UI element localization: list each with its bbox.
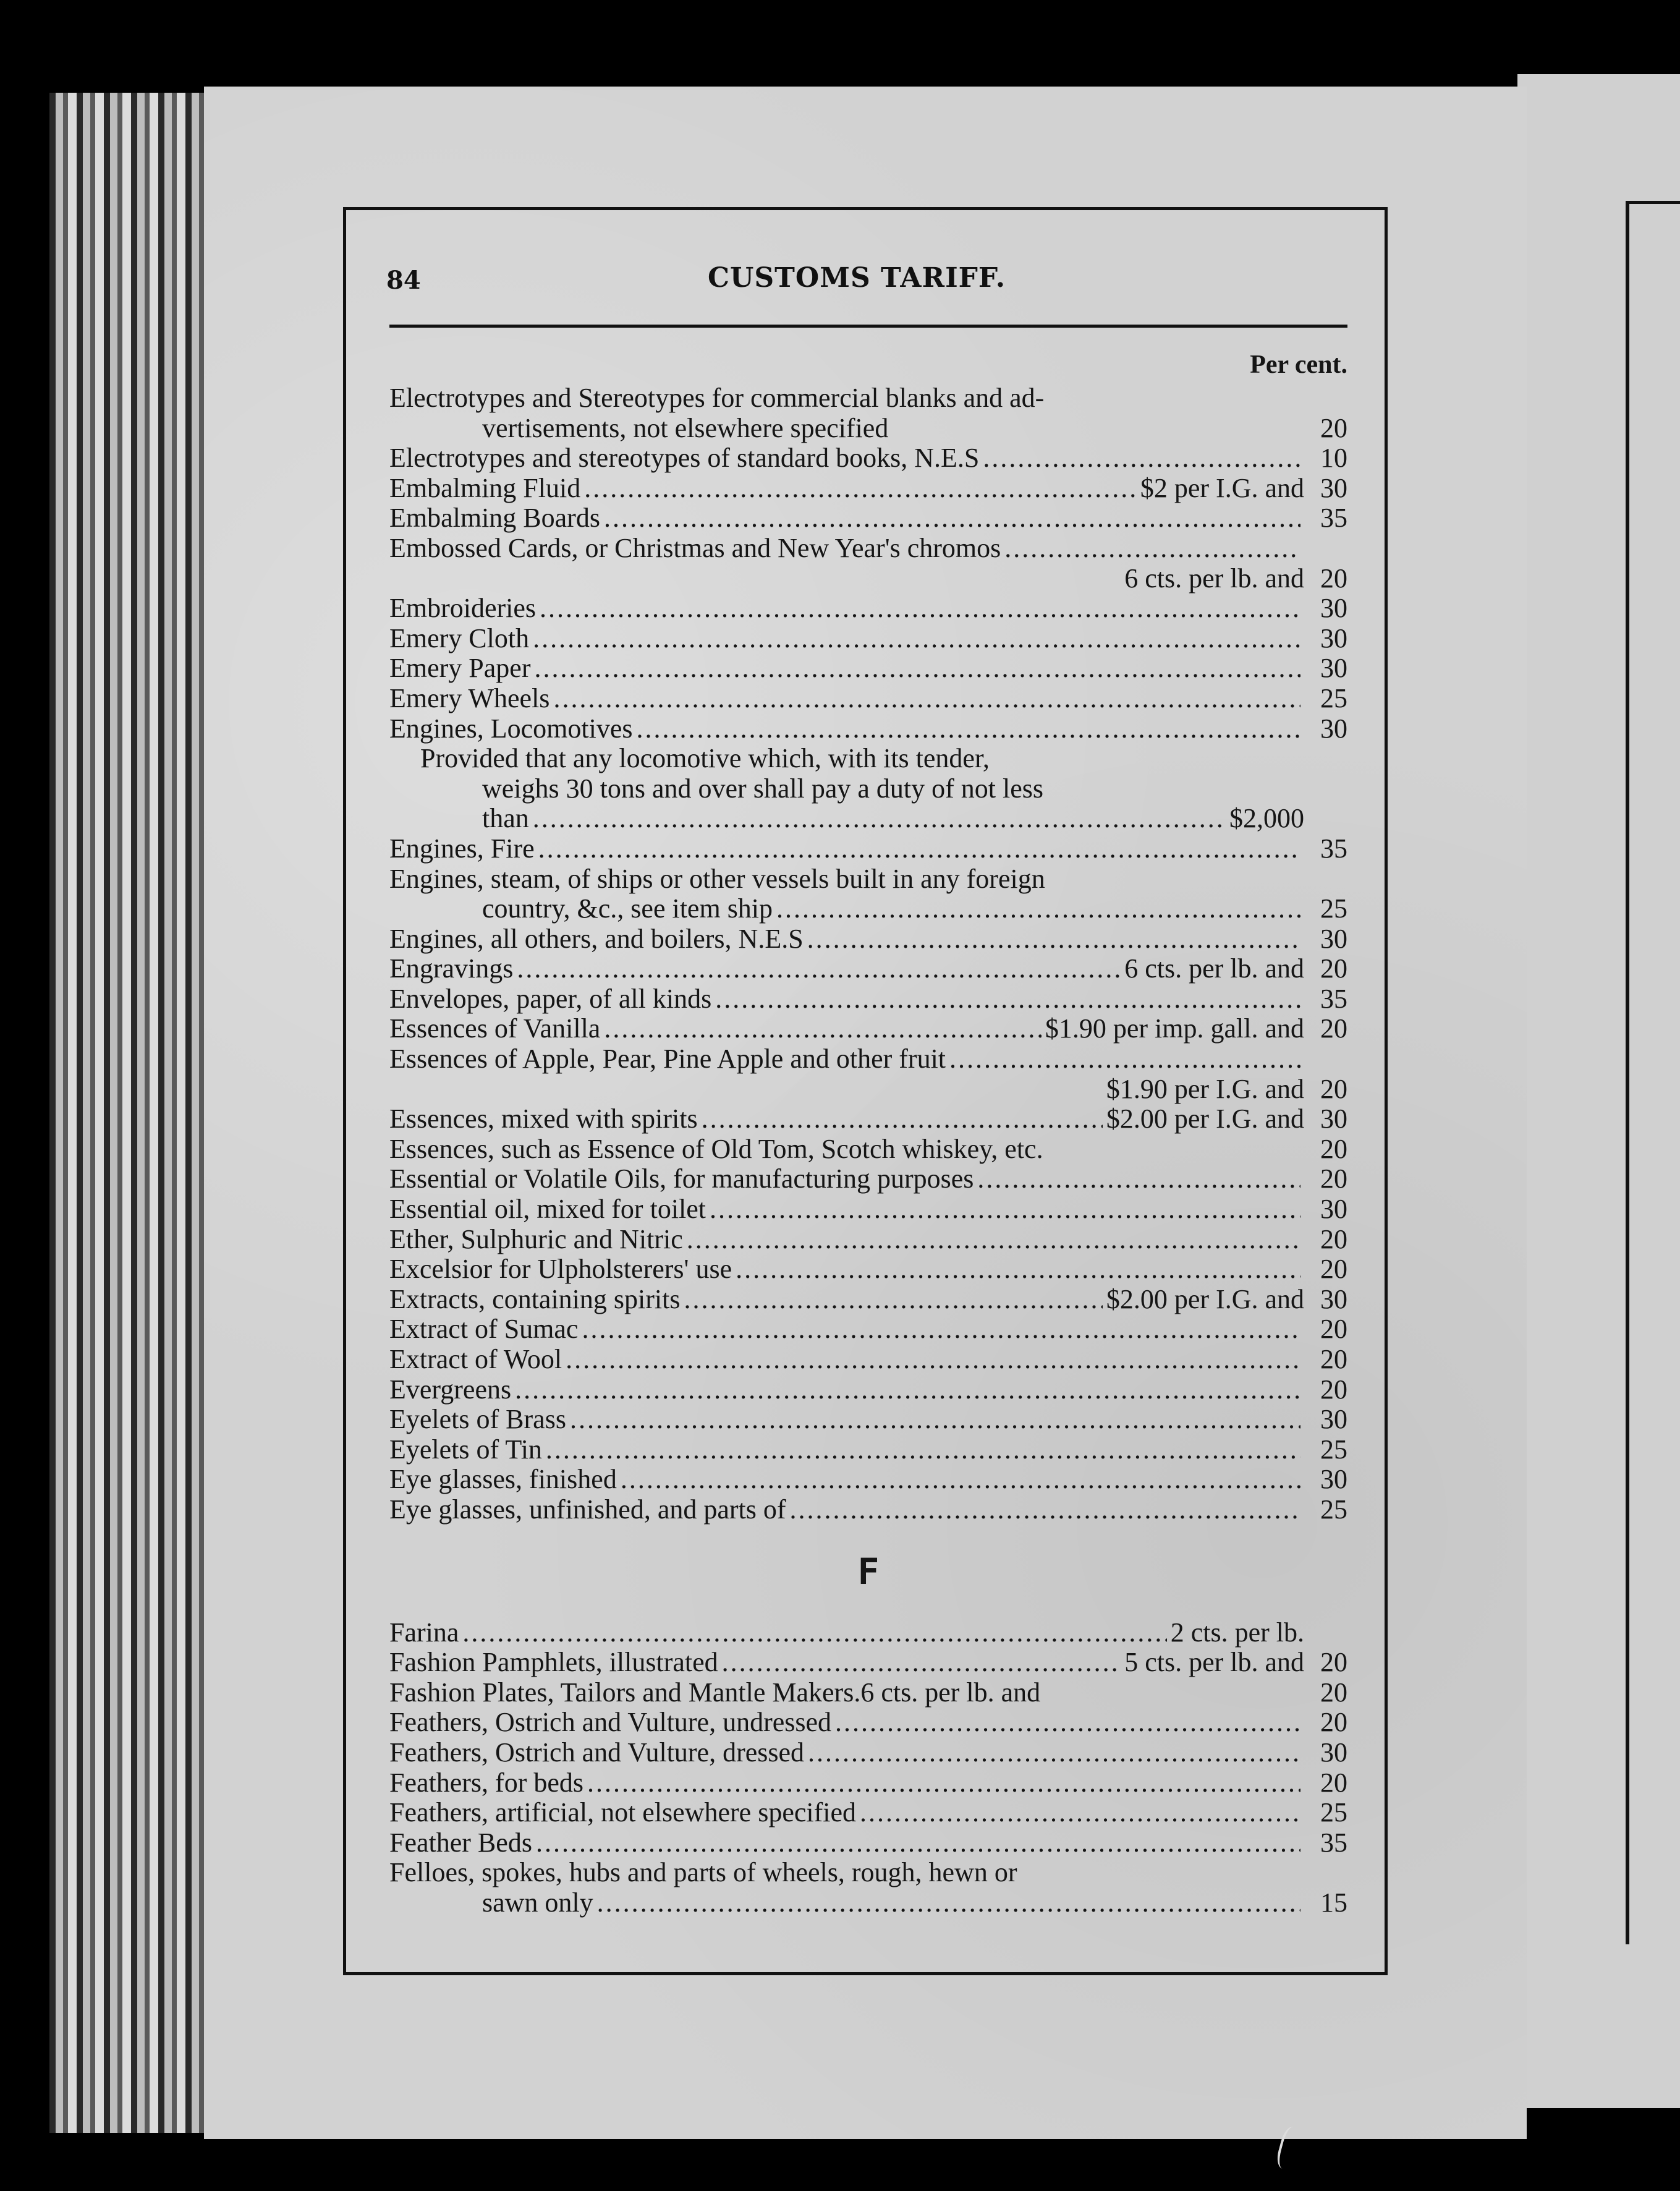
dot-leader [687, 1225, 1300, 1255]
tariff-entry-row [389, 1345, 1347, 1375]
dot-leader [597, 1888, 1300, 1918]
tariff-entry-row [389, 653, 1347, 684]
page-number: 84 [386, 266, 421, 295]
tariff-item-label: Feathers, for beds [389, 1767, 584, 1798]
dot-leader [517, 954, 1121, 984]
tariff-percent-value: 30 [1320, 1283, 1347, 1314]
tariff-specific-rate: 5 cts. per lb. and [1124, 1647, 1304, 1678]
dot-leader [807, 924, 1300, 955]
tariff-entry-row [389, 1888, 1347, 1918]
dot-leader [536, 1828, 1300, 1858]
tariff-entry-row [389, 383, 1347, 414]
per-cent-column-heading: Per cent. [1250, 351, 1347, 379]
dot-leader [538, 834, 1300, 864]
dot-leader [553, 684, 1300, 714]
tariff-percent-value: 25 [1320, 893, 1347, 924]
tariff-percent-value: 20 [1320, 1223, 1347, 1254]
tariff-percent-value: 20 [1320, 1767, 1347, 1798]
tariff-item-label: Provided that any locomotive which, with its tender, [420, 743, 990, 774]
tariff-entry-row [389, 1285, 1347, 1315]
dot-leader [546, 1435, 1300, 1465]
tariff-item-label: weighs 30 tons and over shall pay a duty of not less [482, 773, 1043, 804]
tariff-item-label: Engravings [389, 953, 514, 984]
dot-leader [715, 984, 1300, 1015]
tariff-entry-row [389, 864, 1347, 895]
dot-leader [776, 894, 1300, 924]
tariff-specific-rate: 6 cts. per lb. and [1124, 953, 1304, 984]
section-letter-heading: F [857, 1550, 880, 1593]
tariff-entry-row [389, 593, 1347, 624]
dot-leader [722, 1648, 1121, 1678]
tariff-entry-row [389, 894, 1347, 924]
tariff-specific-rate: $1.90 per imp. gall. and [1045, 1013, 1304, 1044]
dot-leader [860, 1798, 1300, 1828]
tariff-entry-row [389, 1014, 1347, 1044]
tariff-entry-row [389, 1405, 1347, 1435]
tariff-item-label: Farina [389, 1617, 459, 1648]
tariff-item-label: than [482, 803, 529, 834]
dot-leader [790, 1495, 1300, 1525]
tariff-item-label: Embroideries [389, 593, 537, 624]
tariff-item-label: $1.90 per I.G. and [1106, 1073, 1304, 1104]
tariff-entry-row [389, 534, 1347, 564]
dot-leader [604, 503, 1300, 534]
dot-leader [604, 1014, 1042, 1044]
tariff-percent-value: 20 [1320, 1013, 1347, 1044]
tariff-percent-value: 20 [1320, 563, 1347, 593]
tariff-item-label: Embalming Boards [389, 503, 600, 534]
tariff-entry-row [389, 564, 1347, 594]
dot-leader [684, 1285, 1102, 1315]
dot-leader [540, 593, 1300, 624]
tariff-entry-row [389, 1314, 1347, 1345]
dot-leader [983, 443, 1300, 474]
tariff-item-label: Felloes, spokes, hubs and parts of wheels, rough, hewn or [389, 1857, 1017, 1888]
dot-leader [808, 1738, 1300, 1768]
tariff-item-label: Excelsior for Ulpholsterers' use [389, 1254, 732, 1285]
tariff-percent-value: 30 [1320, 1194, 1347, 1225]
tariff-percent-value: 25 [1320, 1797, 1347, 1828]
tariff-entry-row [389, 414, 1347, 444]
tariff-item-label: Essences of Apple, Pear, Pine Apple and other fruit [389, 1044, 946, 1074]
tariff-percent-value: 35 [1320, 983, 1347, 1014]
tariff-percent-value: 20 [1320, 1707, 1347, 1738]
tariff-item-label: sawn only [482, 1887, 593, 1918]
dot-leader [736, 1254, 1300, 1285]
dot-leader [534, 653, 1300, 684]
facing-page-edge [1517, 74, 1680, 2108]
tariff-item-label: Envelopes, paper, of all kinds [389, 983, 712, 1014]
tariff-entry-row [389, 503, 1347, 534]
tariff-entry-row [389, 714, 1347, 744]
tariff-specific-rate: $2.00 per I.G. and [1106, 1104, 1304, 1134]
tariff-entry-row [389, 1225, 1347, 1255]
tariff-percent-value: 30 [1320, 1464, 1347, 1495]
tariff-entry-row [389, 1044, 1347, 1074]
tariff-item-label: Fashion Plates, Tailors and Mantle Makers.6 cts. per lb. and [389, 1677, 1041, 1708]
tariff-item-label: Extract of Wool [389, 1344, 562, 1374]
tariff-entry-row [389, 1798, 1347, 1828]
tariff-entry-row [389, 1254, 1347, 1285]
tariff-entry-row [389, 984, 1347, 1015]
tariff-item-label: Engines, Fire [389, 833, 535, 864]
tariff-item-label: Electrotypes and Stereotypes for commercial blanks and ad- [389, 383, 1045, 413]
tariff-percent-value: 30 [1320, 1737, 1347, 1768]
tariff-item-label: country, &c., see item ship [482, 893, 773, 924]
dot-leader [462, 1618, 1166, 1648]
tariff-entry-row [389, 1164, 1347, 1194]
tariff-item-label: Embossed Cards, or Christmas and New Year's chromos [389, 532, 1001, 563]
tariff-item-label: Electrotypes and stereotypes of standard books, N.E.S [389, 443, 980, 474]
tariff-item-label: Essences, such as Essence of Old Tom, Scotch whiskey, etc. [389, 1133, 1043, 1164]
dot-leader [533, 804, 1226, 834]
dot-leader [584, 474, 1137, 504]
tariff-entry-row [389, 1375, 1347, 1405]
tariff-entry-row [389, 1678, 1347, 1708]
tariff-item-label: Essential oil, mixed for toilet [389, 1194, 706, 1225]
tariff-item-label: Feathers, artificial, not elsewhere specified [389, 1797, 857, 1828]
tariff-entry-row [389, 774, 1347, 804]
tariff-entry-row [389, 624, 1347, 654]
tariff-section-f [389, 1618, 1347, 1918]
dot-leader [1004, 534, 1300, 564]
tariff-percent-value: 20 [1320, 1254, 1347, 1285]
dot-leader [702, 1104, 1103, 1134]
tariff-entry-row [389, 744, 1347, 774]
dot-leader [977, 1164, 1300, 1194]
tariff-entry-row [389, 1465, 1347, 1495]
dot-leader [570, 1405, 1300, 1435]
tariff-item-label: Essences of Vanilla [389, 1013, 601, 1044]
tariff-percent-value: 20 [1320, 1133, 1347, 1164]
tariff-item-label: Engines, steam, of ships or other vessels built in any foreign [389, 863, 1045, 894]
tariff-item-label: Eye glasses, finished [389, 1464, 617, 1495]
tariff-entry-row [389, 1858, 1347, 1888]
tariff-item-label: Extract of Sumac [389, 1314, 579, 1345]
tariff-item-label: Engines, Locomotives [389, 713, 633, 744]
tariff-entry-row [389, 834, 1347, 864]
tariff-item-label: Eyelets of Brass [389, 1404, 566, 1435]
tariff-item-label: Fashion Pamphlets, illustrated [389, 1647, 718, 1678]
dot-leader [533, 624, 1300, 654]
tariff-item-label: Emery Cloth [389, 623, 530, 653]
tariff-percent-value: 30 [1320, 1404, 1347, 1435]
running-header [386, 260, 1344, 303]
tariff-percent-value: 20 [1320, 953, 1347, 984]
tariff-percent-value: 10 [1320, 443, 1347, 474]
tariff-entry-row [389, 684, 1347, 714]
facing-page-border-top [1626, 201, 1680, 204]
tariff-percent-value: 20 [1320, 1164, 1347, 1194]
dot-leader [582, 1314, 1300, 1345]
tariff-percent-value: 35 [1320, 1827, 1347, 1858]
tariff-specific-rate: $2.00 per I.G. and [1106, 1283, 1304, 1314]
tariff-item-label: 6 cts. per lb. and [1124, 563, 1304, 593]
tariff-percent-value: 30 [1320, 623, 1347, 653]
tariff-percent-value: 25 [1320, 1494, 1347, 1525]
tariff-percent-value: 25 [1320, 1434, 1347, 1465]
tariff-entry-row [389, 1768, 1347, 1798]
dot-leader [587, 1768, 1300, 1798]
tariff-item-label: Ether, Sulphuric and Nitric [389, 1223, 683, 1254]
dot-leader [949, 1044, 1300, 1074]
tariff-percent-value: 30 [1320, 653, 1347, 684]
tariff-item-label: Emery Wheels [389, 683, 550, 713]
tariff-entry-row [389, 443, 1347, 474]
tariff-percent-value: 20 [1320, 1314, 1347, 1345]
tariff-entry-row [389, 804, 1347, 834]
tariff-percent-value: 20 [1320, 1073, 1347, 1104]
dot-leader [835, 1708, 1300, 1738]
tariff-entry-row [389, 474, 1347, 504]
tariff-item-label: Eyelets of Tin [389, 1434, 542, 1465]
tariff-entry-row [389, 1104, 1347, 1134]
tariff-item-label: vertisements, not elsewhere specified [482, 412, 889, 443]
tariff-percent-value: 20 [1320, 1344, 1347, 1374]
tariff-entry-row [389, 954, 1347, 984]
tariff-specific-rate: $2 per I.G. and [1140, 472, 1304, 503]
tariff-specific-rate: 2 cts. per lb. [1170, 1617, 1304, 1648]
tariff-entry-row [389, 1708, 1347, 1738]
tariff-item-label: Essential or Volatile Oils, for manufacturing purposes [389, 1164, 974, 1194]
tariff-entry-row [389, 1828, 1347, 1858]
tariff-section-e [389, 383, 1347, 1525]
tariff-entry-row [389, 1648, 1347, 1678]
header-rule [389, 325, 1347, 328]
tariff-percent-value: 35 [1320, 833, 1347, 864]
tariff-item-label: Emery Paper [389, 653, 531, 684]
tariff-percent-value: 30 [1320, 923, 1347, 954]
tariff-item-label: Feather Beds [389, 1827, 532, 1858]
tariff-percent-value: 30 [1320, 472, 1347, 503]
dot-leader [710, 1194, 1300, 1225]
tariff-specific-rate: $2,000 [1229, 803, 1304, 834]
tariff-entry-row [389, 1074, 1347, 1105]
tariff-percent-value: 20 [1320, 412, 1347, 443]
tariff-percent-value: 30 [1320, 1104, 1347, 1134]
tariff-percent-value: 15 [1320, 1887, 1347, 1918]
tariff-percent-value: 20 [1320, 1374, 1347, 1405]
tariff-percent-value: 20 [1320, 1677, 1347, 1708]
tariff-item-label: Essences, mixed with spirits [389, 1104, 698, 1134]
tariff-item-label: Embalming Fluid [389, 472, 581, 503]
tariff-entry-row [389, 1618, 1347, 1648]
tariff-item-label: Evergreens [389, 1374, 512, 1405]
tariff-percent-value: 30 [1320, 593, 1347, 624]
tariff-percent-value: 30 [1320, 713, 1347, 744]
facing-page-border [1626, 201, 1629, 1944]
tariff-percent-value: 25 [1320, 683, 1347, 713]
tariff-entry-row [389, 1435, 1347, 1465]
page-title: CUSTOMS TARIFF. [708, 262, 1006, 294]
tariff-entry-row [389, 1134, 1347, 1165]
dot-leader [621, 1465, 1300, 1495]
dot-leader [515, 1375, 1300, 1405]
tariff-entry-row [389, 924, 1347, 955]
tariff-item-label: Feathers, Ostrich and Vulture, dressed [389, 1737, 805, 1768]
tariff-entry-row [389, 1495, 1347, 1525]
tariff-item-label: Extracts, containing spirits [389, 1283, 681, 1314]
dot-leader [637, 714, 1301, 744]
dot-leader [566, 1345, 1300, 1375]
tariff-entry-row [389, 1194, 1347, 1225]
tariff-percent-value: 20 [1320, 1647, 1347, 1678]
tariff-list [389, 346, 1347, 1918]
tariff-item-label: Feathers, Ostrich and Vulture, undressed [389, 1707, 832, 1738]
tariff-item-label: Eye glasses, unfinished, and parts of [389, 1494, 786, 1525]
tariff-percent-value: 35 [1320, 503, 1347, 534]
tariff-item-label: Engines, all others, and boilers, N.E.S [389, 923, 804, 954]
tariff-entry-row [389, 1738, 1347, 1768]
